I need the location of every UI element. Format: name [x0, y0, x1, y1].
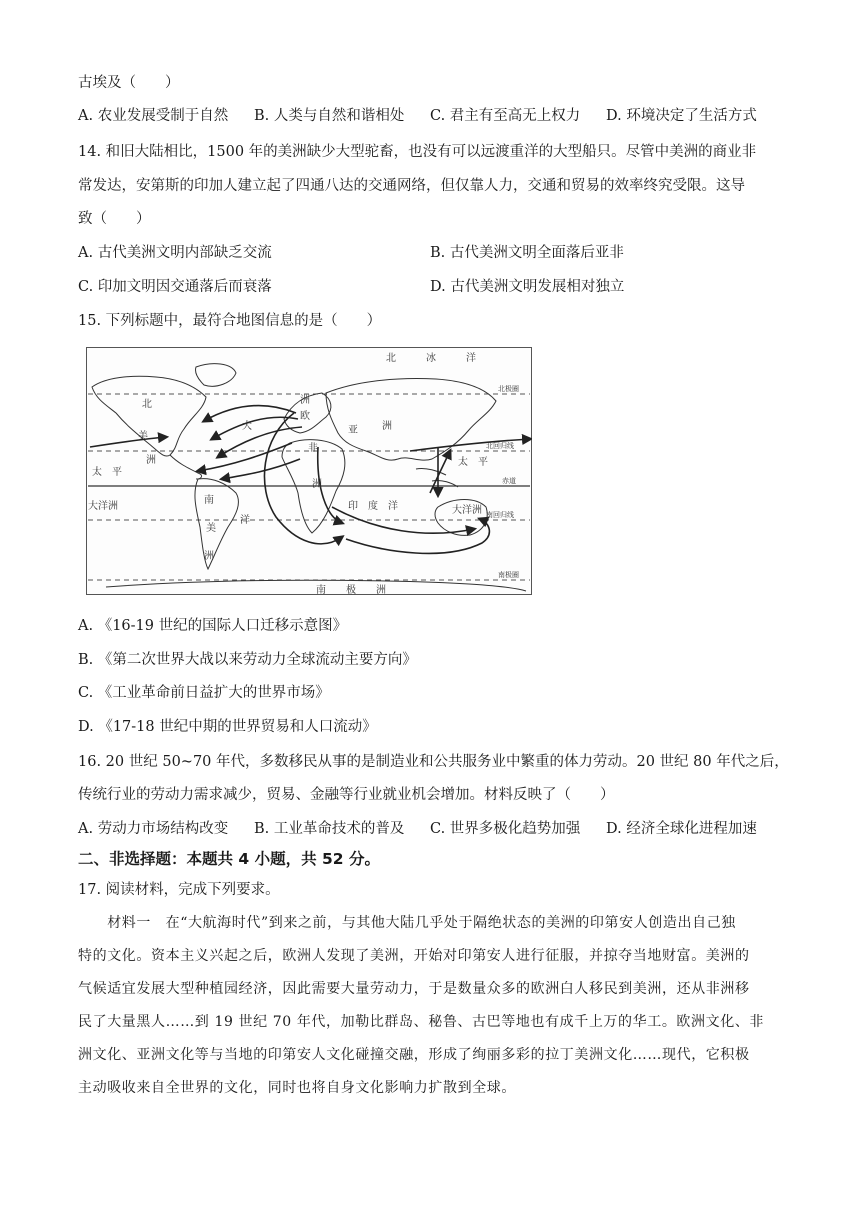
map-label-oceania: 大洋洲	[452, 505, 482, 516]
q14-option-a[interactable]: A. 古代美洲文明内部缺乏交流	[78, 245, 272, 261]
map-label-arctic-circle: 北极圈	[498, 385, 519, 393]
q16-option-a[interactable]: A. 劳动力市场结构改变	[78, 821, 229, 837]
q14-stem-line-1: 14. 和旧大陆相比，1500 年的美洲缺少大型驼畜，也没有可以远渡重洋的大型船只。尽管中美洲的商业非	[78, 144, 757, 160]
map-label-arctic-ocean: 北 冰 洋	[386, 353, 476, 364]
map-label-europe-2: 洲	[300, 395, 310, 406]
q13-option-b[interactable]: B. 人类与自然和谐相处	[254, 108, 405, 124]
map-label-north-america: 北	[142, 399, 152, 410]
q16-option-d[interactable]: D. 经济全球化进程加速	[606, 821, 757, 837]
world-migration-map	[86, 347, 532, 595]
q16-option-b[interactable]: B. 工业革命技术的普及	[254, 821, 405, 837]
q17-material-line-6: 主动吸收来自全世界的文化，同时也将自身文化影响力扩散到全球。	[78, 1080, 516, 1096]
map-label-ocean-left: 大洋洲	[88, 501, 118, 512]
map-label-africa-2: 洲	[312, 479, 322, 490]
map-label-pacific-right: 太 平	[458, 457, 488, 468]
q15-option-c[interactable]: C. 《工业革命前日益扩大的世界市场》	[78, 685, 330, 701]
q17-material-line-2: 特的文化。资本主义兴起之后，欧洲人发现了美洲，开始对印第安人进行征服，并掠夺当地财富。美洲的	[78, 948, 750, 964]
map-label-south-america-3: 洲	[204, 551, 214, 562]
map-label-south-america-2: 美	[206, 523, 216, 534]
q13-stem-tail: 古埃及（ ）	[78, 75, 180, 91]
map-label-equator: 赤道	[502, 477, 516, 485]
map-label-atlantic: 大	[242, 421, 252, 432]
q17-material-line-3: 气候适宜发展大型种植园经济，因此需要大量劳动力，于是数量众多的欧洲白人移民到美洲，还从非洲移	[78, 981, 750, 997]
q15-option-b[interactable]: B. 《第二次世界大战以来劳动力全球流动主要方向》	[78, 652, 417, 668]
q14-option-c[interactable]: C. 印加文明因交通落后而衰落	[78, 279, 272, 295]
map-label-south-america: 南	[204, 495, 214, 506]
map-label-asia-2: 洲	[382, 421, 392, 432]
q13-option-c[interactable]: C. 君主有至高无上权力	[430, 108, 581, 124]
section-2-heading: 二、非选择题：本题共 4 小题，共 52 分。	[78, 850, 380, 868]
map-label-asia: 亚	[348, 425, 358, 436]
q16-option-c[interactable]: C. 世界多极化趋势加强	[430, 821, 581, 837]
q13-option-a[interactable]: A. 农业发展受制于自然	[78, 108, 229, 124]
map-label-antarctic-circle: 南极圈	[498, 571, 519, 579]
q13-option-d[interactable]: D. 环境决定了生活方式	[606, 108, 757, 124]
map-label-south-tropic: 南回归线	[486, 511, 514, 519]
map-label-indian-ocean: 印 度 洋	[348, 501, 398, 512]
q15-option-a[interactable]: A. 《16-19 世纪的国际人口迁移示意图》	[78, 618, 348, 634]
q14-stem-line-3: 致（ ）	[78, 211, 151, 227]
q15-option-d[interactable]: D. 《17-18 世纪中期的世界贸易和人口流动》	[78, 719, 377, 735]
map-label-north-america-2: 美	[138, 431, 148, 442]
map-label-ocean-left-3: 洲	[146, 455, 156, 466]
q14-stem-line-2: 常发达，安第斯的印加人建立起了四通八达的交通网络，但仅靠人力，交通和贸易的效率终究受限。这导	[78, 178, 745, 194]
q15-stem: 15. 下列标题中，最符合地图信息的是（ ）	[78, 313, 382, 329]
q16-stem-line-2: 传统行业的劳动力需求减少，贸易、金融等行业就业机会增加。材料反映了（ ）	[78, 787, 615, 803]
q17-stem: 17. 阅读材料，完成下列要求。	[78, 882, 280, 898]
q14-option-b[interactable]: B. 古代美洲文明全面落后亚非	[430, 245, 624, 261]
q17-material-line-4: 民了大量黑人……到 19 世纪 70 年代，加勒比群岛、秘鲁、古巴等地也有成千上万的华工。欧洲文化、非	[78, 1014, 765, 1030]
map-label-europe: 欧	[300, 411, 310, 422]
map-label-ocean-left-2: 洋	[240, 515, 250, 526]
map-label-antarctica: 南 极 洲	[316, 585, 386, 595]
map-label-pacific-left: 太 平	[92, 467, 122, 478]
map-label-africa: 非	[308, 443, 318, 454]
q17-material-line-1: 材料一 在“大航海时代”到来之前，与其他大陆几乎处于隔绝状态的美洲的印第安人创造出自己独	[78, 915, 736, 931]
map-label-north-tropic: 北回归线	[486, 442, 514, 450]
q14-option-d[interactable]: D. 古代美洲文明发展相对独立	[430, 279, 625, 295]
q17-material-line-5: 洲文化、亚洲文化等与当地的印第安人文化碰撞交融，形成了绚丽多彩的拉丁美洲文化……现代，它积极	[78, 1047, 750, 1063]
q16-stem-line-1: 16. 20 世纪 50~70 年代，多数移民从事的是制造业和公共服务业中繁重的体力劳动。20 世纪 80 年代之后，	[78, 754, 789, 770]
